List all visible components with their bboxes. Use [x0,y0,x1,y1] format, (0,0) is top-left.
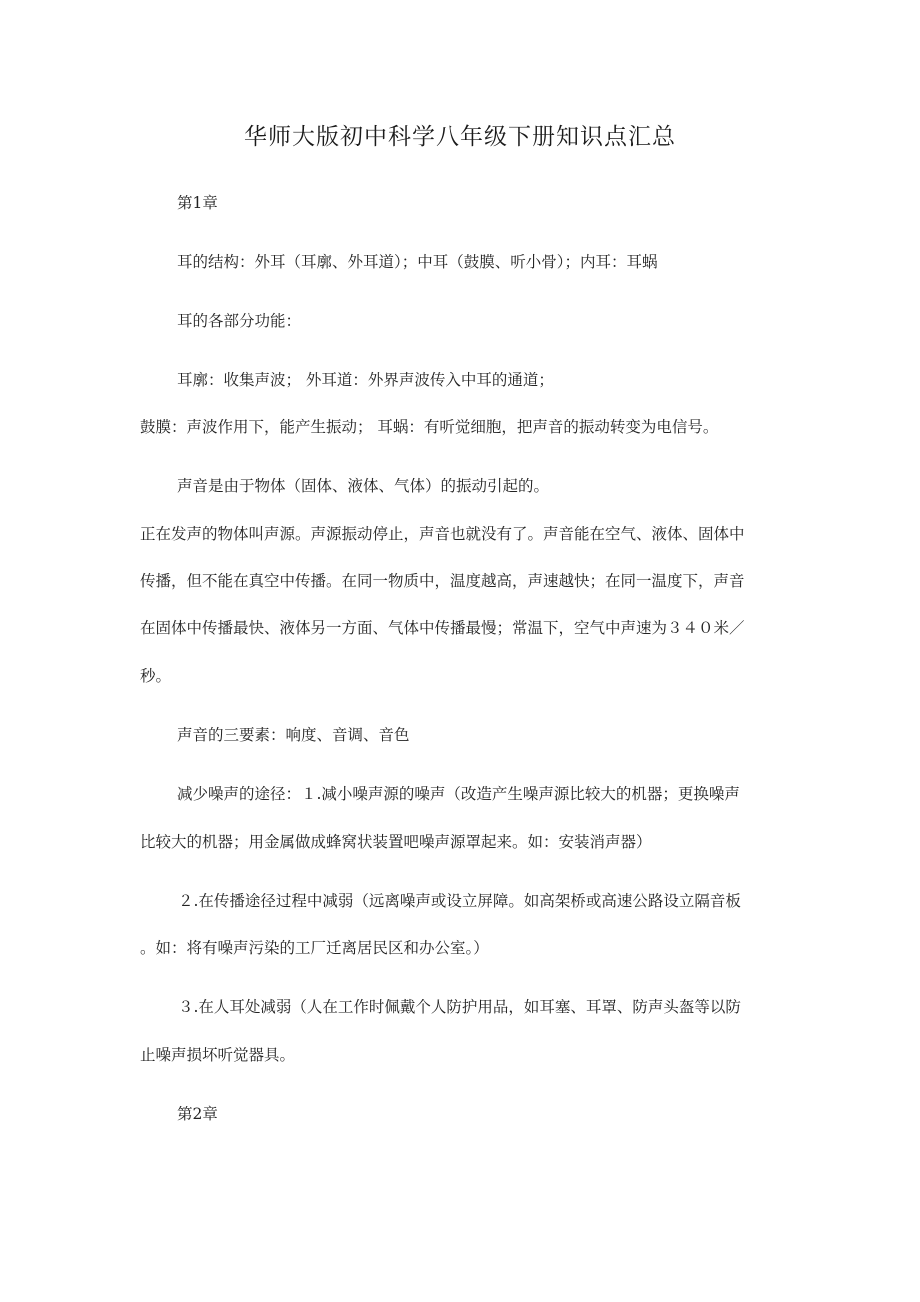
noise-method-3-line-2: 止噪声损坏听觉器具。 [140,1046,296,1064]
noise-method-2-line-2: 。如：将有噪声污染的工厂迁离居民区和办公室。） [140,939,489,957]
sound-elements-text: 声音的三要素：响度、音调、音色 [177,726,410,744]
noise-reduction-line-2: 比较大的机器；用金属做成蜂窝状装置吧噪声源罩起来。如：安装消声器） [140,833,652,851]
ear-function-line-1: 耳廓：收集声波； 外耳道：外界声波传入中耳的通道； [177,371,554,389]
sound-paragraph-line-1: 正在发声的物体叫声源。声源振动停止，声音也就没有了。声音能在空气、液体、固体中 [140,525,745,543]
ear-functions-heading: 耳的各部分功能： [177,312,302,330]
sound-paragraph-line-2: 传播，但不能在真空中传播。在同一物质中，温度越高，声速越快；在同一温度下，声音 [140,572,745,590]
sound-origin-text: 声音是由于物体（固体、液体、气体）的振动引起的。 [177,477,550,495]
chapter-2-heading: 第2章 [177,1105,218,1123]
ear-structure-text: 耳的结构：外耳（耳廓、外耳道）；中耳（鼓膜、听小骨）；内耳：耳蜗 [177,253,658,271]
document-title: 华师大版初中科学八年级下册知识点汇总 [244,124,676,150]
noise-reduction-line-1: 减少噪声的途径：１.减小噪声源的噪声（改造产生噪声源比较大的机器；更换噪声 [177,785,740,803]
noise-method-2-line-1: ２.在传播途径过程中减弱（远离噪声或设立屏障。如高架桥或高速公路设立隔音板 [178,892,741,910]
sound-paragraph-line-4: 秒。 [140,667,172,685]
noise-method-3-line-1: ３.在人耳处减弱（人在工作时佩戴个人防护用品，如耳塞、耳罩、防声头盔等以防 [178,998,741,1016]
ear-function-line-2: 鼓膜：声波作用下，能产生振动； 耳蜗：有听觉细胞，把声音的振动转变为电信号。 [140,418,719,436]
sound-paragraph-line-3: 在固体中传播最快、液体另一方面、气体中传播最慢；常温下，空气中声速为３４０米／ [140,619,745,637]
chapter-1-heading: 第1章 [177,194,218,212]
